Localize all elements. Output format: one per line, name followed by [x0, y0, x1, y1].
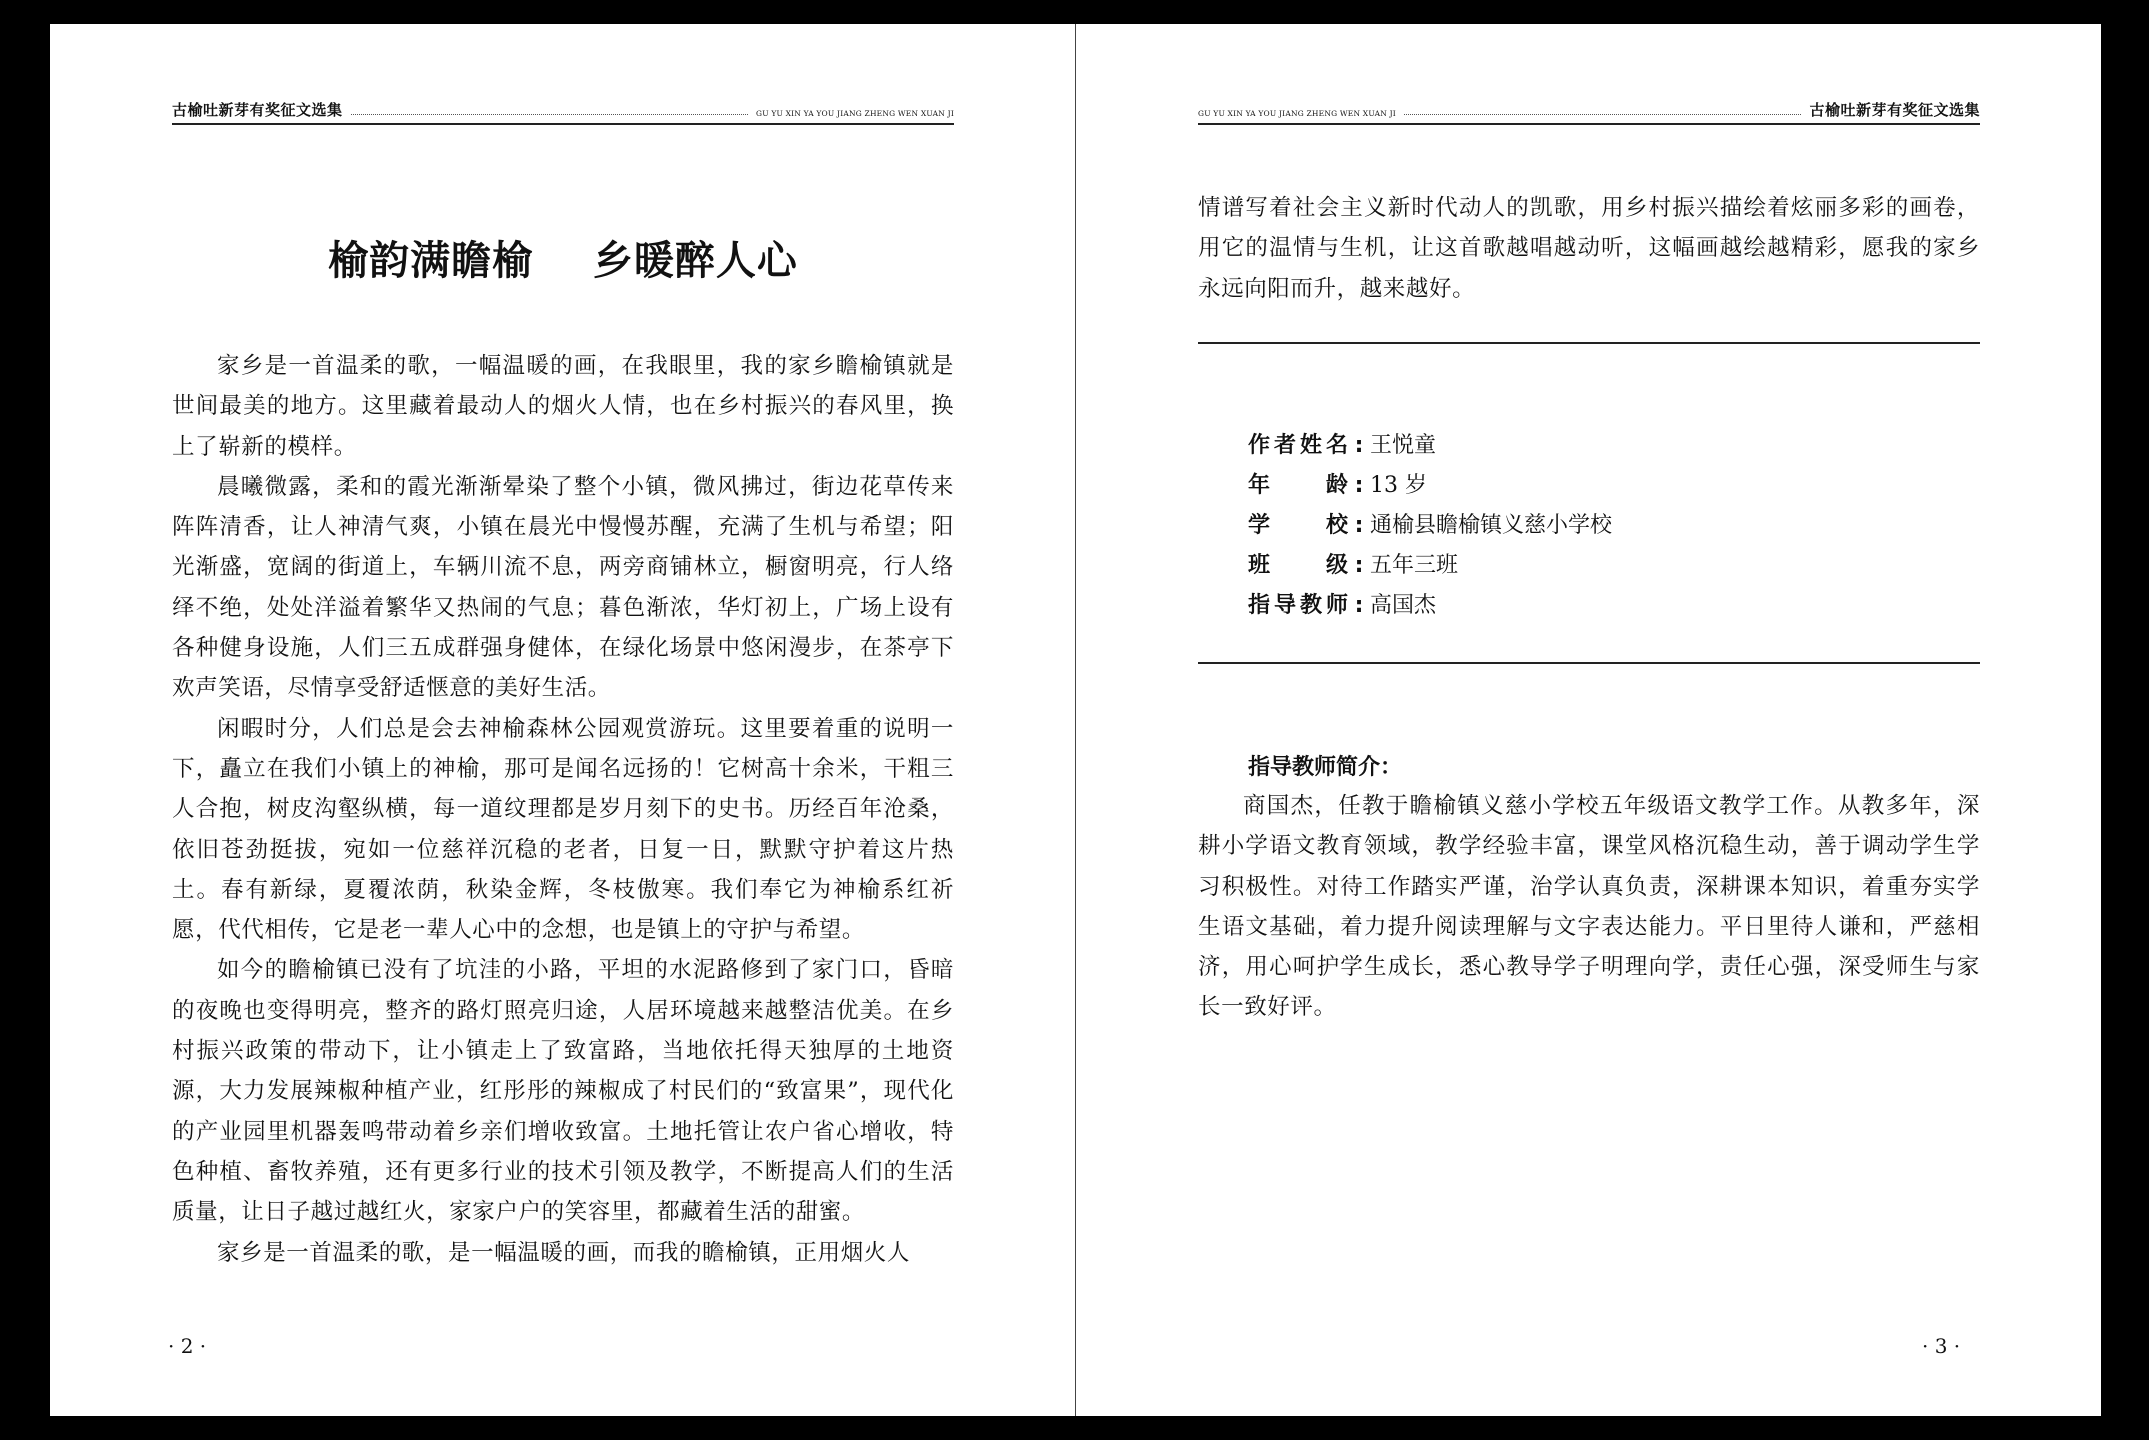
article-title: 榆韵满瞻榆 乡暖醉人心: [328, 237, 798, 284]
author-age-label: 年 龄: [1248, 473, 1348, 498]
divider-top: [1198, 342, 1980, 344]
author-age-value: 13 岁: [1370, 473, 1427, 498]
left-page: [50, 24, 1075, 1416]
colon: :: [1354, 433, 1364, 458]
running-head-left: [172, 98, 954, 125]
dotted-leader: [351, 113, 749, 115]
page-number-left: · 2 ·: [168, 1334, 207, 1358]
right-page: [1076, 24, 2101, 1416]
colon: :: [1354, 553, 1364, 578]
paragraph: 如今的瞻榆镇已没有了坑洼的小路，平坦的水泥路修到了家门口，昏暗的夜晚也变得明亮，整齐的路灯照亮归途，人居环境越来越整洁优美。在乡村振兴政策的带动下，让小镇走上了致富路，当地依托得天独厚的土地资源，大力发展辣椒种植产业，红彤彤的辣椒成了村民们的“致富果”，现代化的产业园里机器轰鸣带动着乡亲们增收致富。土地托管让农户省心增收，特色种植、畜牧养殖，还有更多行业的技术引领及教学，不断提高人们的生活质量，让日子越过越红火，家家户户的笑容里，都藏着生活的甜蜜。: [172, 957, 954, 1226]
colon: :: [1354, 473, 1364, 498]
teacher-value: 高国杰: [1370, 593, 1437, 618]
teacher-bio: [1198, 786, 1980, 1028]
teacher-bio-heading: 指导教师简介：: [1248, 755, 1403, 780]
info-row-name: [1248, 426, 1612, 466]
running-head-pinyin: GU YU XIN YA YOU JIANG ZHENG WEN XUAN JI: [756, 109, 954, 118]
paragraph: 晨曦微露，柔和的霞光渐渐晕染了整个小镇，微风拂过，街边花草传来阵阵清香，让人神清气爽，小镇在晨光中慢慢苏醒，充满了生机与希望；阳光渐盛，宽阔的街道上，车辆川流不息，两旁商铺林立，橱窗明亮，行人络绎不绝，处处洋溢着繁华又热闹的气息；暮色渐浓，华灯初上，广场上设有各种健身设施，人们三五成群强身健体，在绿化场景中悠闲漫步，在茶亭下欢声笑语，尽情享受舒适惬意的美好生活。: [172, 473, 954, 702]
paragraph: 闲暇时分，人们总是会去神榆森林公园观赏游玩。这里要着重的说明一下，矗立在我们小镇上的神榆，那可是闻名远扬的！它树高十余米，干粗三人合抱，树皮沟壑纵横，每一道纹理都是岁月刻下的史书。历经百年沧桑，依旧苍劲挺拔，宛如一位慈祥沉稳的老者，日复一日，默默守护着这片热土。春有新绿，夏覆浓荫，秋染金辉，冬枝傲寒。我们奉它为神榆系红祈愿，代代相传，它是老一辈人心中的念想，也是镇上的守护与希望。: [172, 715, 954, 944]
paragraph: 商国杰，任教于瞻榆镇义慈小学校五年级语文教学工作。从教多年，深耕小学语文教育领域，教学经验丰富，课堂风格沉稳生动，善于调动学生学习积极性。对待工作踏实严谨，治学认真负责，深耕课本知识，着重夯实学生语文基础，着力提升阅读理解与文字表达能力。平日里待人谦和，严慈相济，用心呵护学生成长，悉心教导学子明理向学，责任心强，深受师生与家长一致好评。: [1198, 793, 1980, 1021]
author-school-value: 通榆县瞻榆镇义慈小学校: [1370, 513, 1613, 538]
author-school-label: 学 校: [1248, 513, 1348, 538]
page-number-right: · 3 ·: [1922, 1334, 1961, 1358]
author-info: [1248, 426, 1612, 626]
paragraph: 情谱写着社会主义新时代动人的凯歌，用乡村振兴描绘着炫丽多彩的画卷，用它的温情与生机，让这首歌越唱越动听，这幅画越绘越精彩，愿我的家乡永远向阳而升，越来越好。: [1198, 195, 1980, 302]
author-class-label: 班 级: [1248, 553, 1348, 578]
info-row-class: [1248, 546, 1612, 586]
author-name-value: 王悦童: [1370, 433, 1437, 458]
article-continuation: [1198, 188, 1980, 309]
author-name-label: 作者姓名: [1248, 433, 1348, 458]
book-spread: [50, 24, 2101, 1416]
dotted-leader: [1404, 113, 1802, 115]
running-head-pinyin: GU YU XIN YA YOU JIANG ZHENG WEN XUAN JI: [1198, 109, 1396, 118]
info-row-age: [1248, 466, 1612, 506]
colon: :: [1354, 513, 1364, 538]
article-body: [172, 346, 954, 1273]
info-row-teacher: [1248, 586, 1612, 626]
colon: :: [1354, 593, 1364, 618]
divider-bottom: [1198, 662, 1980, 664]
running-head-right: [1198, 98, 1980, 125]
author-class-value: 五年三班: [1370, 553, 1459, 578]
paragraph: 家乡是一首温柔的歌，一幅温暖的画，在我眼里，我的家乡瞻榆镇就是世间最美的地方。这里藏着最动人的烟火人情，也在乡村振兴的春风里，换上了崭新的模样。: [172, 353, 954, 460]
info-row-school: [1248, 506, 1612, 546]
paragraph: 家乡是一首温柔的歌，是一幅温暖的画，而我的瞻榆镇，正用烟火人: [217, 1239, 911, 1266]
running-head-title: 古榆吐新芽有奖征文选集: [1809, 101, 1980, 119]
teacher-label: 指导教师: [1248, 593, 1348, 618]
running-head-title: 古榆吐新芽有奖征文选集: [172, 101, 343, 119]
